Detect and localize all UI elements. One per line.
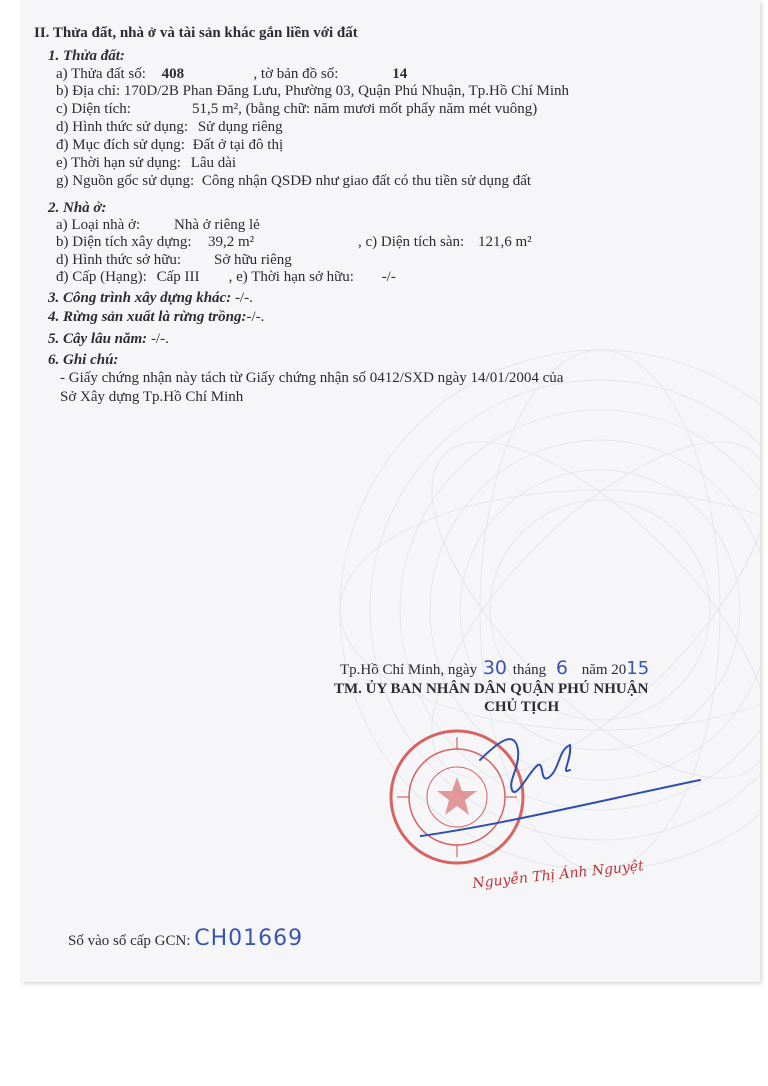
forest-label: 4. Rừng sản xuất là rừng trồng:	[48, 309, 247, 325]
purpose-label: đ) Mục đích sử dụng:	[56, 137, 185, 153]
year-handwritten: 15	[626, 658, 650, 679]
use-form-value: Sử dụng riêng	[197, 119, 283, 135]
floor-area-label: , c) Diện tích sàn:	[358, 234, 465, 250]
forest-value: -/-.	[246, 309, 265, 325]
grade-label: đ) Cấp (Hạng):	[56, 269, 147, 285]
certificate-page	[20, 0, 760, 982]
build-area-row	[56, 233, 532, 251]
floor-area-value: 121,6 m²	[477, 234, 532, 250]
purpose-row	[56, 136, 283, 154]
signer-name: Nguyễn Thị Ánh Nguyệt	[471, 858, 645, 892]
area-value: 51,5 m², (bằng chữ: năm mươi mốt phẩy năm mét vuông)	[192, 101, 538, 117]
area-label: c) Diện tích:	[56, 101, 131, 117]
origin-row	[56, 172, 531, 190]
day-handwritten: 30	[482, 657, 508, 679]
address-line: b) Địa chỉ: 170D/2B Phan Đăng Lưu, Phường 03, Quận Phú Nhuận, Tp.Hồ Chí Minh	[56, 83, 570, 99]
origin-value: Công nhận QSDĐ như giao đất có thu tiền sử dụng đất	[201, 173, 532, 189]
place-prefix: Tp.Hồ Chí Minh, ngày	[340, 662, 478, 678]
house-heading: 2. Nhà ở:	[48, 200, 107, 216]
registry-label: Số vào sổ cấp GCN:	[68, 933, 191, 949]
forest-row	[48, 308, 264, 326]
parcel-label: a) Thửa đất số:	[56, 66, 146, 82]
month-label: tháng	[512, 662, 547, 678]
date-line	[340, 659, 649, 679]
signature-mark	[420, 720, 720, 860]
term-row	[56, 154, 236, 172]
use-form-label: d) Hình thức sử dụng:	[56, 119, 189, 135]
use-form-row	[56, 118, 283, 136]
build-area-label: b) Diện tích xây dựng:	[56, 234, 192, 250]
construction-row	[48, 289, 253, 307]
house-type-value: Nhà ở riêng lẻ	[174, 217, 260, 233]
note-line-1: - Giấy chứng nhận này tách từ Giấy chứng nhận số 0412/SXD ngày 14/01/2004 của	[60, 370, 564, 386]
area-row	[56, 100, 537, 118]
term-value: Lâu dài	[190, 155, 237, 171]
authority-title: TM. ỦY BAN NHÂN DÂN QUẬN PHÚ NHUẬN	[334, 681, 649, 697]
origin-label: g) Nguồn gốc sử dụng:	[56, 173, 195, 189]
purpose-value: Đất ở tại đô thị	[192, 137, 284, 153]
year-label: năm 20	[581, 662, 627, 678]
house-type-row	[56, 216, 260, 234]
ownership-value: Sở hữu riêng	[214, 252, 292, 268]
note-line-2: Sở Xây dựng Tp.Hồ Chí Minh	[60, 389, 244, 405]
grade-row	[56, 268, 396, 286]
perennial-label: 5. Cây lâu năm:	[48, 331, 148, 347]
construction-value: -/-.	[234, 290, 253, 306]
own-term-label: , e) Thời hạn sở hữu:	[228, 269, 354, 285]
map-label: , tờ bản đồ số:	[253, 66, 339, 82]
construction-label: 3. Công trình xây dựng khác:	[48, 290, 232, 306]
parcel-number: 408	[161, 66, 185, 82]
land-heading: 1. Thửa đất:	[48, 48, 125, 64]
perennial-value: -/-.	[150, 331, 169, 347]
month-handwritten: 6	[555, 657, 568, 679]
term-label: e) Thời hạn sử dụng:	[56, 155, 181, 171]
chairman-title: CHỦ TỊCH	[484, 699, 560, 715]
registry-number-handwritten: CH01669	[194, 926, 304, 951]
ownership-row	[56, 251, 292, 269]
parcel-row	[56, 65, 407, 83]
map-number: 14	[392, 66, 408, 82]
build-area-value: 39,2 m²	[208, 234, 255, 250]
notes-heading: 6. Ghi chú:	[48, 352, 119, 368]
perennial-row	[48, 330, 169, 348]
ownership-label: d) Hình thức sở hữu:	[56, 252, 182, 268]
registry-row	[68, 926, 304, 951]
section-title: II. Thửa đất, nhà ở và tài sản khác gắn liền với đất	[34, 25, 358, 41]
own-term-value: -/-	[381, 269, 396, 285]
grade-value: Cấp III	[156, 269, 200, 285]
house-type-label: a) Loại nhà ở:	[56, 217, 141, 233]
